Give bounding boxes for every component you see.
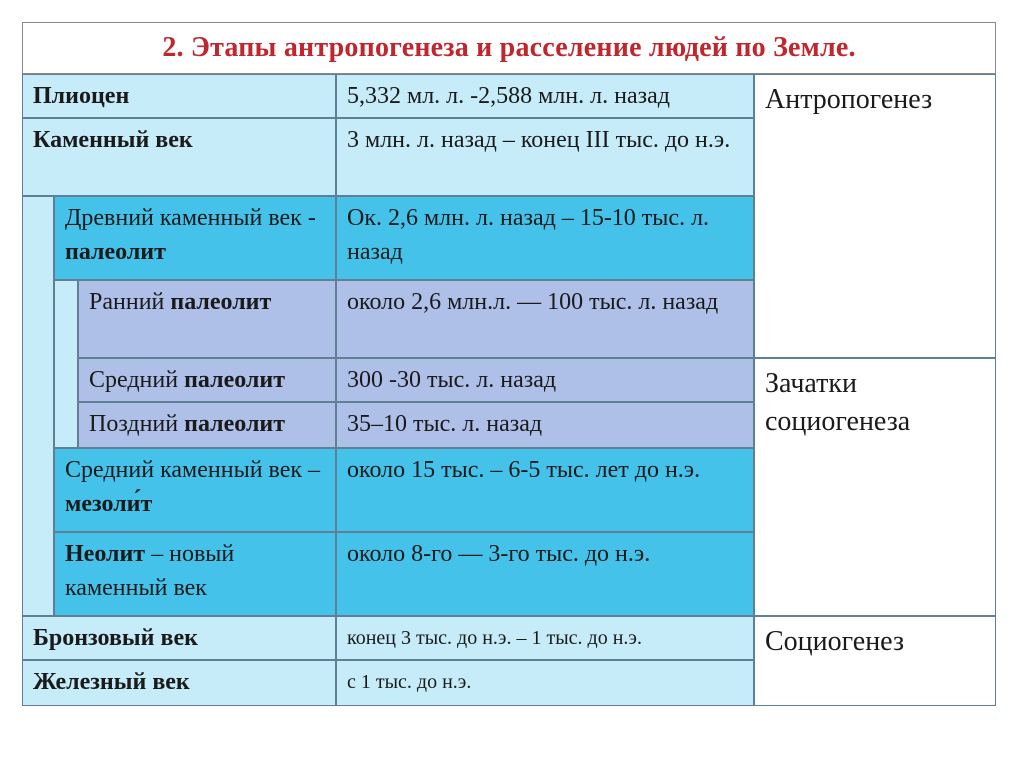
period-name-paleolithic xyxy=(54,196,336,280)
slide xyxy=(22,22,996,706)
stage-anthropogenesis: Антропогенез xyxy=(754,74,996,358)
period-name-bold: палеолит xyxy=(65,239,166,265)
period-name-text: – новый каменный век xyxy=(65,541,235,601)
period-range-mesolithic: около 15 тыс. – 6-5 тыс. лет до н.э. xyxy=(336,448,754,532)
period-name-neolithic xyxy=(54,532,336,616)
period-name-iron-age: Железный век xyxy=(22,660,336,706)
indent-strip-inner xyxy=(54,280,78,448)
period-name-middle-paleolithic xyxy=(78,358,336,402)
period-range-iron-age: с 1 тыс. до н.э. xyxy=(336,660,754,706)
period-range-late-paleolithic: 35–10 тыс. л. назад xyxy=(336,402,754,448)
period-name-text: Древний каменный век - xyxy=(65,205,316,231)
period-range-neolithic: около 8-го — 3-го тыс. до н.э. xyxy=(336,532,754,616)
period-name-bold: палеолит xyxy=(184,411,286,437)
period-range-middle-paleolithic: 300 -30 тыс. л. назад xyxy=(336,358,754,402)
period-name-text: Средний xyxy=(89,367,185,393)
period-name-bronze-age: Бронзовый век xyxy=(22,616,336,660)
period-name-stone-age: Каменный век xyxy=(22,118,336,196)
period-name-mesolithic xyxy=(54,448,336,532)
stage-sociogenesis: Социогенез xyxy=(754,616,996,706)
period-range-pliocene: 5,332 мл. л. -2,588 млн. л. назад xyxy=(336,74,754,118)
period-name-text: Средний каменный век – xyxy=(65,457,321,483)
period-name-text: Поздний xyxy=(89,411,185,437)
period-range-early-paleolithic: около 2,6 млн.л. — 100 тыс. л. назад xyxy=(336,280,754,358)
period-range-paleolithic: Ок. 2,6 млн. л. назад – 15-10 тыс. л. назад xyxy=(336,196,754,280)
period-name-pliocene: Плиоцен xyxy=(22,74,336,118)
period-name-late-paleolithic xyxy=(78,402,336,448)
period-range-bronze-age: конец 3 тыс. до н.э. – 1 тыс. до н.э. xyxy=(336,616,754,660)
period-range-stone-age: 3 млн. л. назад – конец III тыс. до н.э. xyxy=(336,118,754,196)
slide-title: 2. Этапы антропогенеза и расселение людей по Земле. xyxy=(22,22,996,74)
period-name-text: Ранний xyxy=(89,289,171,315)
period-name-early-paleolithic xyxy=(78,280,336,358)
period-name-bold: палеолит xyxy=(170,289,272,315)
period-name-bold: мезоли́т xyxy=(65,491,153,517)
stage-early-sociogenesis: Зачатки социогенеза xyxy=(754,358,996,616)
period-name-bold: Неолит xyxy=(65,541,146,567)
indent-strip-outer xyxy=(22,196,54,616)
period-name-bold: палеолит xyxy=(184,367,286,393)
